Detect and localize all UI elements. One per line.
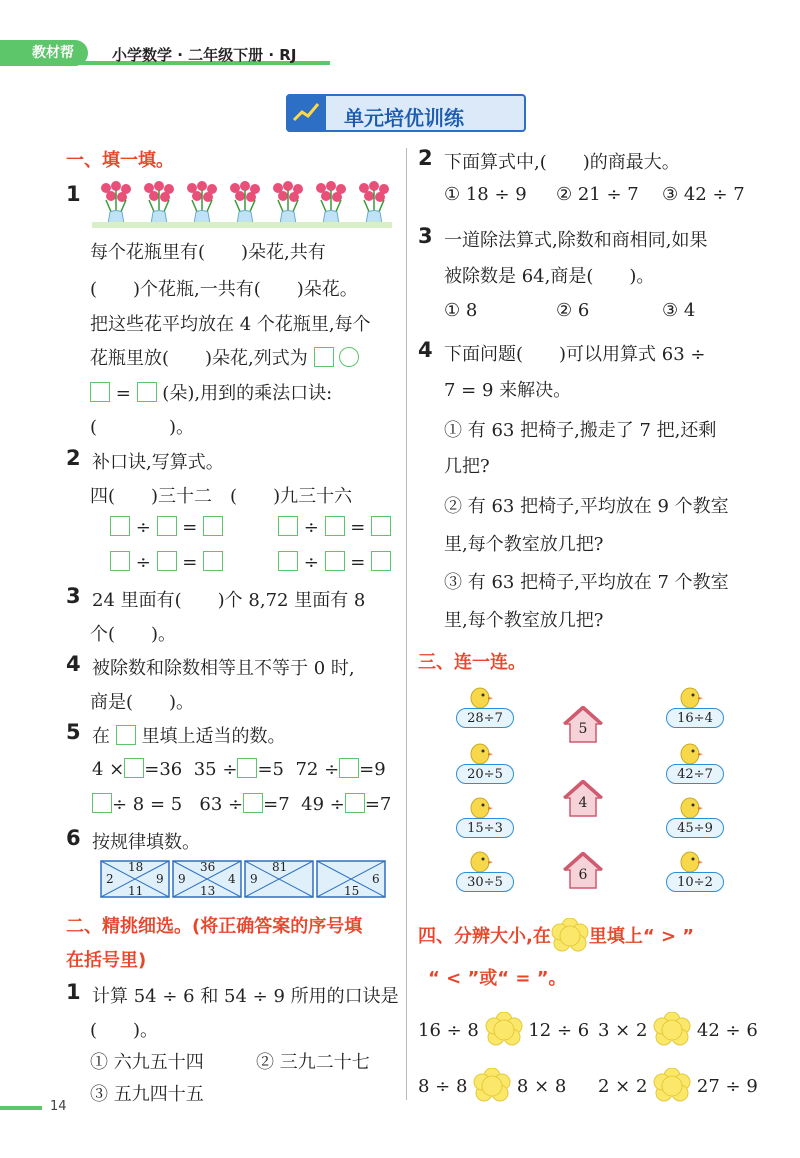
- q3-line2: 个( )。: [90, 624, 177, 645]
- right-expr[interactable]: 16÷4: [666, 708, 724, 728]
- expr: 8 × 8: [516, 1076, 567, 1097]
- s2-q3-line2: 被除数是 64,商是( )。: [444, 266, 655, 287]
- answer-box[interactable]: [325, 551, 345, 571]
- cell-bottom: 15: [344, 884, 360, 898]
- left-expr[interactable]: 28÷7: [456, 708, 514, 728]
- answer-box[interactable]: [278, 516, 298, 536]
- s2-q4-opt3b: 里,每个教室放几把?: [444, 610, 604, 631]
- house-number[interactable]: 6: [578, 867, 588, 883]
- expr: ÷ 8 = 5: [112, 794, 183, 815]
- chick-icon: [468, 742, 498, 766]
- expr: 16 ÷ 8: [418, 1020, 479, 1041]
- q1-line5: [90, 379, 332, 405]
- house-number[interactable]: 4: [578, 795, 588, 811]
- q4-line1: 被除数和除数相等且不等于 0 时,: [92, 658, 355, 679]
- answer-box[interactable]: [243, 793, 263, 813]
- cell-bottom: 11: [128, 884, 144, 898]
- cell-bottom: 13: [200, 884, 216, 898]
- flower-icon: [551, 918, 589, 952]
- s2-q3-opt1[interactable]: ① 8: [444, 300, 478, 321]
- unit-title: 单元培优训练: [344, 106, 464, 130]
- s2-q1-line2: ( )。: [90, 1020, 159, 1041]
- chick-icon: [468, 796, 498, 820]
- q2-number: 2: [66, 446, 81, 470]
- q1-line1: 每个花瓶里有( )朵花,共有: [90, 242, 326, 263]
- s2-q2-line1: 下面算式中,( )的商最大。: [444, 152, 680, 173]
- q5-number: 5: [66, 720, 81, 744]
- expr: 12 ÷ 6: [528, 1020, 590, 1041]
- section1-title: 一、填一填。: [66, 150, 174, 171]
- pattern-boxes: [100, 860, 390, 898]
- flower-answer-icon[interactable]: [473, 1068, 511, 1102]
- section4-title: [418, 918, 694, 952]
- cell-top: 81: [272, 860, 288, 874]
- expr: =7: [263, 794, 290, 815]
- expr: =9: [359, 759, 386, 780]
- answer-box[interactable]: [278, 551, 298, 571]
- operator-circle[interactable]: [339, 347, 359, 367]
- right-expr[interactable]: 45÷9: [666, 818, 724, 838]
- compare-row1-left: [418, 1012, 589, 1046]
- s2-q1-opt3[interactable]: ③ 五九四十五: [90, 1084, 204, 1105]
- q1-line3: 把这些花平均放在 4 个花瓶里,每个: [90, 314, 371, 335]
- flower-answer-icon[interactable]: [653, 1068, 691, 1102]
- expr: 27 ÷ 9: [696, 1076, 758, 1097]
- right-expr[interactable]: 42÷7: [666, 764, 724, 784]
- q2-eq-row1-right: [278, 516, 391, 538]
- s2-q4-opt1a[interactable]: ① 有 63 把椅子,搬走了 7 把,还剩: [444, 420, 717, 441]
- cell-left: 9: [250, 872, 258, 886]
- unit-title-box: [286, 94, 526, 132]
- section4-title-b: 里填上“ > ”: [588, 926, 695, 947]
- expr: 2 × 2: [598, 1076, 648, 1097]
- q4-line2: 商是( )。: [90, 692, 195, 713]
- answer-box[interactable]: [371, 551, 391, 571]
- q1-line5-text: (朵),用到的乘法口诀:: [162, 383, 333, 404]
- div-sign: ÷: [303, 552, 319, 573]
- answer-box[interactable]: [203, 551, 223, 571]
- cell-top: 36: [200, 860, 216, 874]
- q2-line1: 四( )三十二 ( )九三十六: [90, 486, 353, 507]
- cell-top: 18: [128, 860, 144, 874]
- answer-box[interactable]: [110, 516, 130, 536]
- answer-box[interactable]: [314, 347, 334, 367]
- vases-flowers-image: [92, 180, 392, 228]
- s2-q4-opt2a[interactable]: ② 有 63 把椅子,平均放在 9 个教室: [444, 496, 729, 517]
- page-number: 14: [50, 1099, 67, 1114]
- answer-box: [116, 725, 136, 745]
- equals-sign: =: [182, 552, 198, 573]
- s2-q3-opt2[interactable]: ② 6: [556, 300, 590, 321]
- house-number[interactable]: 5: [578, 721, 588, 737]
- expr: 49 ÷: [301, 794, 345, 815]
- expr: 4 ×: [92, 759, 125, 780]
- q4-number: 4: [66, 652, 81, 676]
- q1-line4-text: 花瓶里放( )朵花,列式为: [90, 348, 308, 369]
- expr: 63 ÷: [199, 794, 244, 815]
- s2-q2-opt1[interactable]: ① 18 ÷ 9: [444, 184, 527, 205]
- compare-row2-left: [418, 1068, 566, 1102]
- equals-sign: =: [350, 517, 366, 538]
- cell-right: 6: [372, 872, 380, 886]
- s2-q3-line1: 一道除法算式,除数和商相同,如果: [444, 230, 708, 251]
- compare-row1-right: [598, 1012, 758, 1046]
- cell-right: 4: [228, 872, 236, 886]
- left-expr[interactable]: 30÷5: [456, 872, 514, 892]
- q5-title: [92, 722, 285, 748]
- q1-line2: ( )个花瓶,一共有( )朵花。: [90, 279, 358, 300]
- section4-title-line2: “ < ”或“ = ”。: [428, 968, 567, 989]
- answer-box[interactable]: [339, 758, 359, 778]
- expr: 3 × 2: [598, 1020, 648, 1041]
- s2-q3-number: 3: [418, 224, 433, 248]
- left-expr[interactable]: 20÷5: [456, 764, 514, 784]
- div-sign: ÷: [135, 552, 151, 573]
- q5-row2: [92, 793, 391, 815]
- s2-q1-number: 1: [66, 980, 81, 1004]
- compare-row2-right: [598, 1068, 758, 1102]
- s2-q1-opt1[interactable]: ① 六九五十四: [90, 1052, 204, 1073]
- s2-q1-line1: 计算 54 ÷ 6 和 54 ÷ 9 所用的口诀是: [92, 986, 399, 1007]
- chick-icon: [678, 686, 708, 710]
- right-expr[interactable]: 10÷2: [666, 872, 724, 892]
- div-sign: ÷: [303, 517, 319, 538]
- q2-eq-row2-right: [278, 551, 391, 573]
- expr: 8 ÷ 8: [418, 1076, 468, 1097]
- answer-box[interactable]: [325, 516, 345, 536]
- div-sign: ÷: [135, 517, 151, 538]
- q5-title-b: 里填上适当的数。: [141, 726, 286, 747]
- expr: 72 ÷: [295, 759, 340, 780]
- q6-title: 按规律填数。: [92, 832, 200, 853]
- s2-q4-opt3a[interactable]: ③ 有 63 把椅子,平均放在 7 个教室: [444, 572, 729, 593]
- expr: =7: [364, 794, 392, 815]
- q2-eq-row2-left: [110, 551, 223, 573]
- q6-number: 6: [66, 826, 81, 850]
- q5-title-a: 在: [92, 726, 110, 747]
- answer-box[interactable]: [124, 758, 144, 778]
- q1-line6: ( )。: [90, 417, 195, 438]
- s2-q2-opt3[interactable]: ③ 42 ÷ 7: [662, 184, 745, 205]
- flower-answer-icon[interactable]: [485, 1012, 523, 1046]
- expr: =36: [144, 759, 183, 780]
- answer-box[interactable]: [157, 551, 177, 571]
- book-title: 小学数学 · 二年级下册 · RJ: [112, 46, 297, 64]
- s2-q4-opt1b: 几把?: [444, 456, 490, 477]
- answer-box[interactable]: [371, 516, 391, 536]
- s2-q4-line1: 下面问题( )可以用算式 63 ÷: [444, 344, 706, 365]
- section3-title: 三、连一连。: [418, 652, 526, 673]
- q1-number: 1: [66, 182, 81, 206]
- equals-sign: =: [350, 552, 366, 573]
- answer-box[interactable]: [203, 516, 223, 536]
- cell-right: 9: [156, 872, 164, 886]
- q3-line1: 24 里面有( )个 8,72 里面有 8: [92, 590, 366, 611]
- chick-icon: [678, 796, 708, 820]
- q2-eq-row1-left: [110, 516, 223, 538]
- chick-icon: [468, 686, 498, 710]
- footer-stripe: [0, 1106, 42, 1110]
- q1-line4: [90, 344, 359, 370]
- answer-box[interactable]: [157, 516, 177, 536]
- chart-icon: [286, 94, 326, 132]
- answer-box[interactable]: [137, 382, 157, 402]
- s2-q4-number: 4: [418, 338, 433, 362]
- chick-icon: [678, 742, 708, 766]
- answer-box[interactable]: [110, 551, 130, 571]
- chick-icon: [678, 850, 708, 874]
- expr: 35 ÷: [193, 759, 238, 780]
- header-tab: 教材帮: [0, 40, 88, 66]
- answer-box[interactable]: [345, 793, 365, 813]
- s2-q4-opt2b: 里,每个教室放几把?: [444, 534, 604, 555]
- flower-answer-icon[interactable]: [653, 1012, 691, 1046]
- answer-box[interactable]: [92, 793, 112, 813]
- equals-sign: =: [115, 383, 131, 404]
- q5-row1: [92, 758, 386, 780]
- cell-left: 9: [178, 872, 186, 886]
- left-expr[interactable]: 15÷3: [456, 818, 514, 838]
- s2-q4-line2: 7 = 9 来解决。: [444, 380, 572, 401]
- s2-q2-opt2[interactable]: ② 21 ÷ 7: [556, 184, 639, 205]
- expr: 42 ÷ 6: [696, 1020, 758, 1041]
- q2-title: 补口诀,写算式。: [92, 452, 224, 473]
- section4-title-a: 四、分辨大小,在: [418, 926, 551, 947]
- section2-title-line2: 在括号里): [66, 950, 147, 971]
- s2-q1-opt2[interactable]: ② 三九二十七: [256, 1052, 370, 1073]
- q3-number: 3: [66, 584, 81, 608]
- answer-box[interactable]: [90, 382, 110, 402]
- equals-sign: =: [182, 517, 198, 538]
- column-divider: [406, 148, 407, 1100]
- chick-icon: [468, 850, 498, 874]
- expr: =5: [257, 759, 284, 780]
- s2-q3-opt3[interactable]: ③ 4: [662, 300, 696, 321]
- s2-q2-number: 2: [418, 146, 433, 170]
- section2-title-line1: 二、精挑细选。(将正确答案的序号填: [66, 916, 363, 937]
- cell-left: 2: [106, 872, 114, 886]
- answer-box[interactable]: [237, 758, 257, 778]
